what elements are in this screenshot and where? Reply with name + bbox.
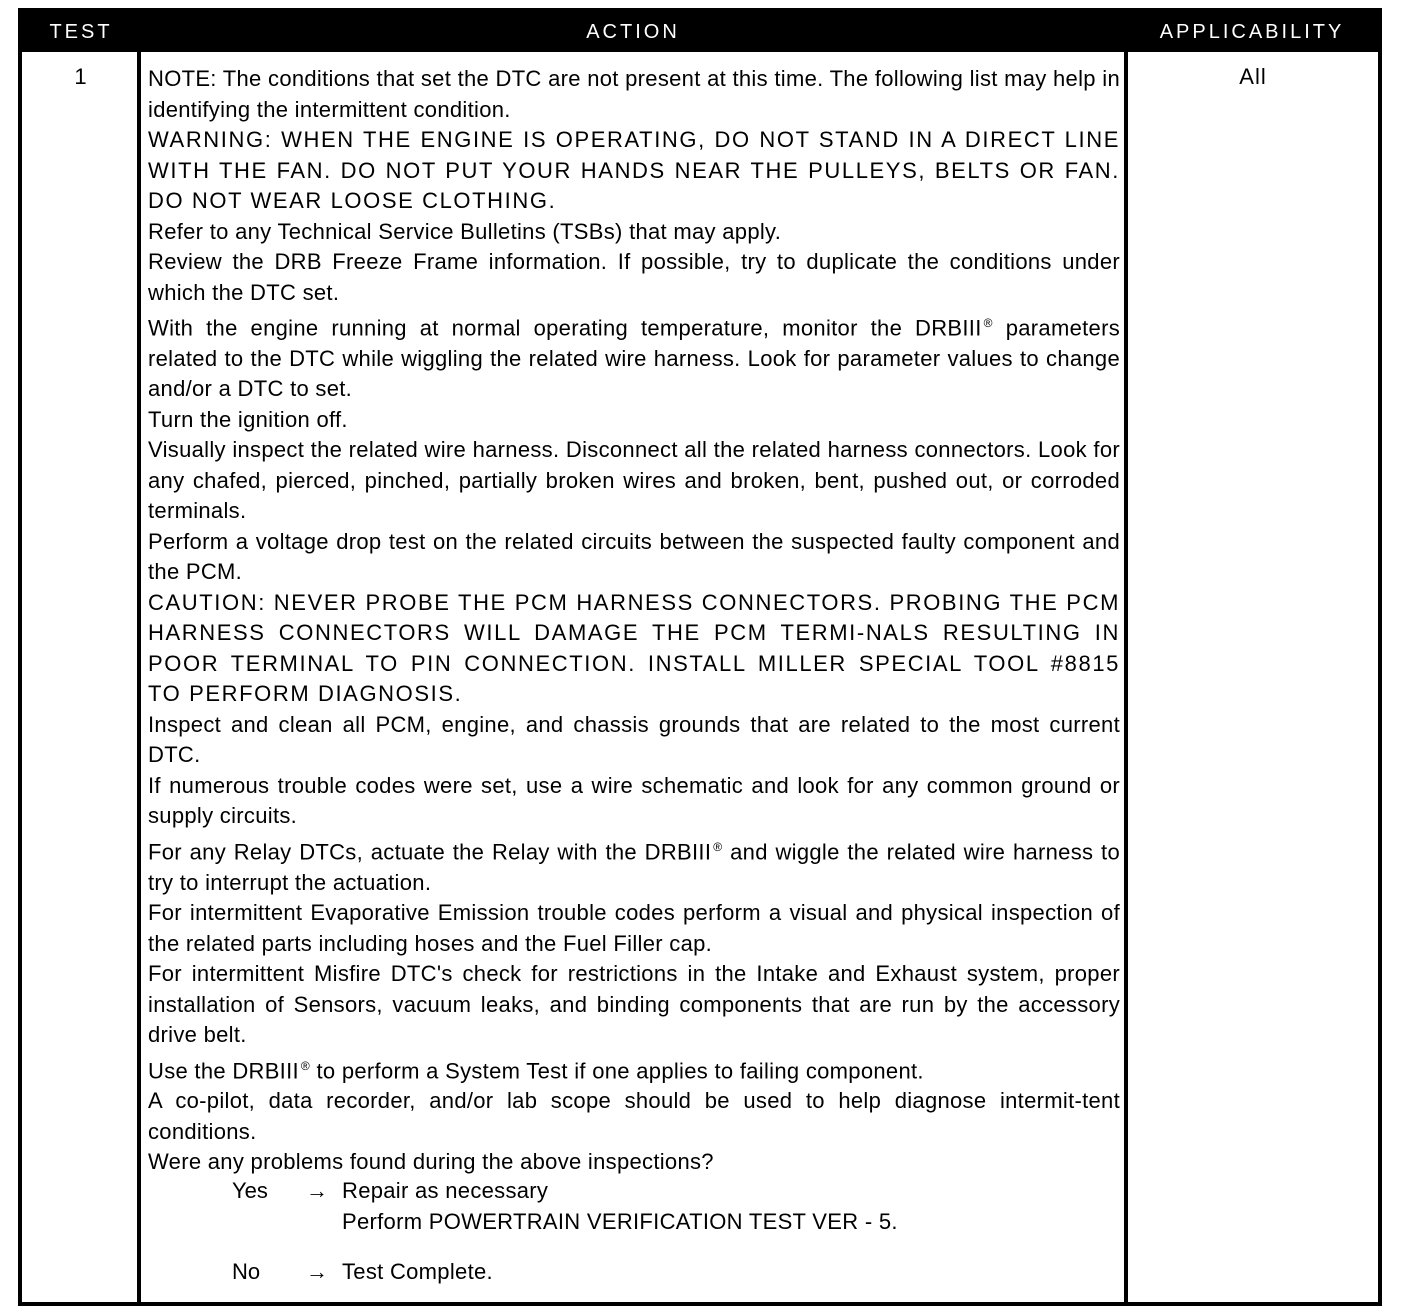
action-step: For any Relay DTCs, actuate the Relay with the DRBIII ® and wiggle the related wire harness to try to interrupt the actuation.: [148, 839, 1120, 895]
warning-paragraph: WARNING: WHEN THE ENGINE IS OPERATING, DO NOT STAND IN A DIRECT LINE WITH THE FAN. DO NOT PUT YOUR HANDS NEAR THE PULLEYS, BELTS OR FAN. DO NOT WEAR LOOSE CLOTHING.: [148, 127, 1120, 213]
action-step: Use the DRBIII ® to perform a System Test if one applies to failing component.: [148, 1057, 924, 1083]
note-paragraph: NOTE: The conditions that set the DTC are not present at this time. The following list may help in identifying the intermittent condition.: [148, 66, 1120, 122]
column-divider: [1124, 52, 1128, 1302]
action-step: Perform a voltage drop test on the related circuits between the suspected faulty component and the PCM.: [148, 528, 1120, 585]
right-arrow-icon: →: [306, 1259, 328, 1284]
applicability-value: All: [1239, 64, 1267, 89]
right-arrow-icon: →: [306, 1178, 328, 1203]
action-step: With the engine running at normal operating temperature, monitor the DRBIII ® parameters related to the DTC while wiggling the related wire harness. Look for parameter values to change and/or a DTC to set.: [148, 315, 1120, 402]
answer-block: [126, 1176, 1098, 1288]
column-divider: [137, 52, 141, 1302]
action-step: If numerous trouble codes were set, use a wire schematic and look for any common ground or supply circuits.: [148, 772, 1120, 829]
header-action: ACTION: [586, 21, 680, 43]
action-step: Visually inspect the related wire harness. Disconnect all the related harness connectors. Look for any chafed, pierced, pinched, partially broken wires and broken, bent, pushed out, or corroded terminals.: [148, 437, 1120, 524]
action-step: For intermittent Misfire DTC's check for restrictions in the Intake and Exhaust system, proper installation of Sensors, vacuum leaks, and binding components that are run by the accessory drive belt.: [148, 961, 1120, 1048]
no-label: No: [232, 1259, 261, 1284]
test-number: 1: [74, 64, 88, 89]
action-cell: [148, 64, 1120, 1178]
yes-answer-continued: [126, 1207, 1098, 1238]
action-step: Refer to any Technical Service Bulletins (TSBs) that may apply.: [148, 218, 782, 244]
yes-answer: [126, 1176, 1098, 1207]
yes-action-2: Perform POWERTRAIN VERIFICATION TEST VER - 5.: [342, 1208, 898, 1234]
header-test: TEST: [49, 21, 113, 43]
table-header: [22, 12, 1378, 52]
action-step: A co-pilot, data recorder, and/or lab scope should be used to help diagnose intermit-tent conditions.: [148, 1088, 1120, 1144]
action-step: Turn the ignition off.: [148, 406, 348, 432]
no-answer: [126, 1257, 1098, 1288]
action-step: For intermittent Evaporative Emission trouble codes perform a visual and physical inspection of the related parts including hoses and the Fuel Filler cap.: [148, 900, 1120, 956]
header-applicability: APPLICABILITY: [1159, 21, 1345, 43]
diagnostic-table: [18, 8, 1382, 1306]
yes-label: Yes: [232, 1178, 268, 1203]
action-step: Inspect and clean all PCM, engine, and chassis grounds that are related to the most current DTC.: [148, 711, 1120, 768]
no-action-1: Test Complete.: [342, 1259, 493, 1284]
caution-paragraph: CAUTION: NEVER PROBE THE PCM HARNESS CONNECTORS. PROBING THE PCM HARNESS CONNECTORS WILL DAMAGE THE PCM TERMI-NALS RESULTING IN POOR TERMINAL TO PIN CONNECTION. INSTALL MILLER SPECIAL TOOL #8815 TO PERFORM DIAGNOSIS.: [148, 589, 1120, 707]
question-paragraph: Were any problems found during the above inspections?: [148, 1149, 714, 1175]
yes-action-1: Repair as necessary: [342, 1178, 549, 1203]
action-step: Review the DRB Freeze Frame information. If possible, try to duplicate the conditions under which the DTC set.: [148, 249, 1120, 305]
